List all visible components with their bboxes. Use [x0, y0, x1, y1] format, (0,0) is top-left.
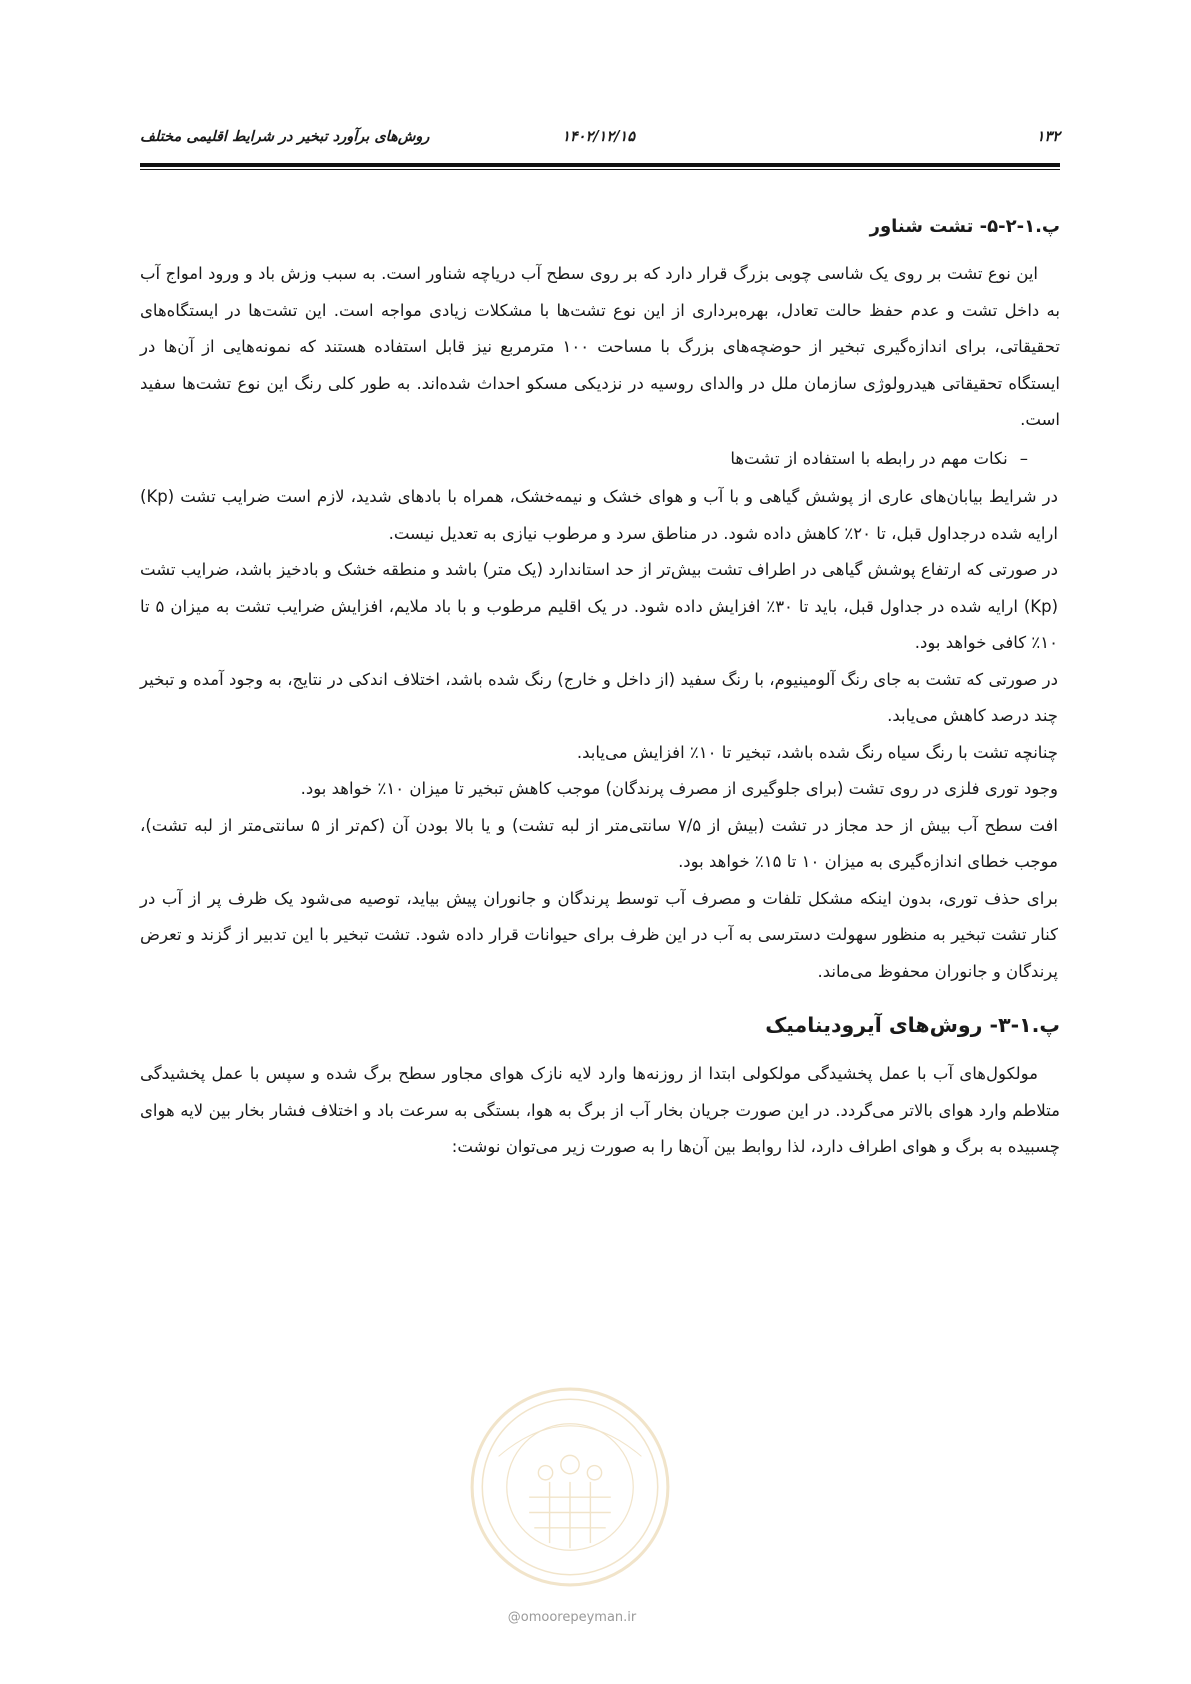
note-paragraph-3: در صورتی که تشت به جای رنگ آلومینیوم، با رنگ سفید (از داخل و خارج) رنگ شده باشد، اختلاف اندکی در نتایج، به وجود آمده و تبخیر چند درصد کاهش می‌یابد. [140, 669, 1058, 725]
note-paragraph-1: در شرایط بیابان‌های عاری از پوشش گیاهی و با آب و هوای خشک و نیمه‌خشک، همراه با بادهای شدید، لازم است ضرایب تشت (Kp) ارایه شده درجداول قبل، تا ۲۰٪ کاهش داده شود. در مناطق سرد و مرطوب نیازی به تعدیل نیست. [140, 487, 1058, 543]
paragraph-aerodynamic: مولکول‌های آب با عمل پخشیدگی مولکولی ابتدا از روزنه‌ها وارد لایه نازک هوای مجاور سطح برگ شده و سپس با عمل پخشیدگی متلاطم وارد هوای بالاتر می‌گردد. در این صورت جریان بخار آب از برگ به هوا، بستگی به سرعت باد و اختلاف فشار بخار بین لایه هوای چسبیده به برگ و هوای اطراف دارد، لذا روابط بین آن‌ها را به صورت زیر می‌توان نوشت: [140, 1064, 1060, 1156]
header-date: ۱۴۰۲/۱۲/۱۵ [562, 128, 635, 145]
running-header [140, 128, 1060, 162]
header-rule-thin [140, 169, 1060, 170]
paragraph-floating-pan: این نوع تشت بر روی یک شاسی چوبی بزرگ قرار دارد که بر روی سطح آب دریاچه شناور است. به سبب وزش باد و ورود امواج آب به داخل تشت و عدم حفظ حالت تعادل، بهره‌برداری از این نوع تشت‌ها با مشکلات زیادی مواجه است. این تشت‌ها در ایستگاه‌های تحقیقاتی، برای اندازه‌گیری تبخیر از حوضچه‌های بزرگ با مساحت ۱۰۰ مترمربع نیز قابل استفاده هستند که نمونه‌هایی از آن‌ها در ایستگاه تحقیقاتی هیدرولوژی سازمان ملل در والدای روسیه در نزدیکی مسکو احداث شده‌اند. به طور کلی رنگ این نوع تشت‌ها سفید است. [140, 264, 1061, 429]
note-paragraph-2: در صورتی که ارتفاع پوشش گیاهی در اطراف تشت بیش‌تر از حد استاندارد (یک متر) باشد و منطقه خشک و بادخیز باشد، ضرایب تشت (Kp) ارایه شده در جداول قبل، باید تا ۳۰٪ افزایش داده شود. در یک اقلیم مرطوب و با باد ملایم، افزایش ضرایب تشت به میزان ۵ تا ۱۰٪ کافی خواهد بود. [140, 560, 1059, 652]
note-paragraph-5: وجود توری فلزی در روی تشت (برای جلوگیری از مصرف پرندگان) موجب کاهش تبخیر تا میزان ۱۰٪ خواهد بود. [300, 779, 1058, 798]
bullet-text: نکات مهم در رابطه با استفاده از تشت‌ها [730, 448, 1008, 468]
header-rule-thick [140, 163, 1060, 167]
watermark-caption: @omoorepeyman.ir [507, 1610, 637, 1625]
note-paragraph-4: چنانچه تشت با رنگ سیاه رنگ شده باشد، تبخیر تا ۱۰٪ افزایش می‌یابد. [576, 742, 1058, 762]
page-number: ۱۳۲ [1036, 128, 1060, 145]
note-paragraph-7: برای حذف توری، بدون اینکه مشکل تلفات و مصرف آب توسط پرندگان و جانوران پیش بیاید، توصیه می‌شود یک ظرف پر از آب در کنار تشت تبخیر به منظور سهولت دسترسی به آب در این ظرف برای حیوانات قرار داده شود. تشت تبخیر با این تدبیر از گزند و تعرض پرندگان و جانوران محفوظ می‌ماند. [140, 888, 1058, 981]
bullet-item [140, 441, 1060, 478]
dash-bullet-icon: – [1019, 448, 1028, 468]
note-paragraph-6: افت سطح آب بیش از حد مجاز در تشت (بیش از ۷/۵ سانتی‌متر از لبه تشت) و یا بالا بودن آن (کم‌تر از ۵ سانتی‌متر از لبه تشت)، موجب خطای اندازه‌گیری به میزان ۱۰ تا ۱۵٪ خواهد بود. [140, 815, 1058, 871]
page-body [140, 210, 1060, 1166]
section-heading-floating-pan: پ.۱-۲-۵- تشت شناور [869, 216, 1060, 237]
section-heading-aerodynamic: پ.۱-۳- روش‌های آیرودینامیک [765, 1013, 1060, 1037]
header-book-title: روش‌های برآورد تبخیر در شرایط اقلیمی مختلف [140, 128, 430, 145]
watermark-seal-icon [468, 1385, 672, 1589]
